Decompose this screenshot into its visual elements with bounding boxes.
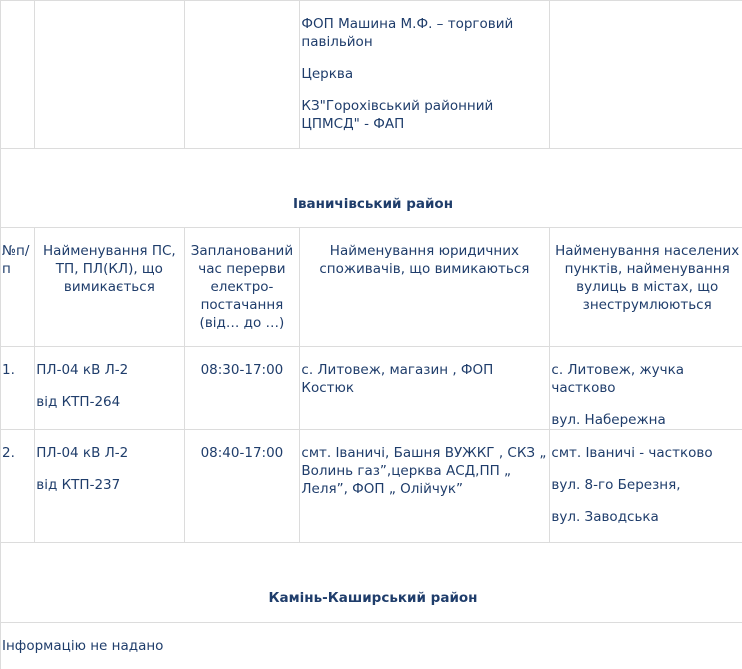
row-consumers-cell: смт. Іваничі, Башня ВУЖКГ , СКЗ „ Волинь газ”,церква АСД,ПП „ Леля”, ФОП „ Олійчук” xyxy=(300,430,550,543)
row-num-cell: 2. xyxy=(1,430,35,543)
table-cell xyxy=(35,1,185,149)
row-consumers-cell: с. Литовеж, магазин , ФОП Костюк xyxy=(300,347,550,430)
note-cell xyxy=(1,623,742,669)
table-cell xyxy=(1,1,35,149)
district-title: Іваничівський район xyxy=(1,149,742,213)
header-cell-time: Запланований час перерви електро-постачання (від… до …) xyxy=(185,228,300,347)
location-item: смт. Іваничі - частково xyxy=(551,444,742,462)
location-item: вул. Набережна xyxy=(551,411,742,429)
location-item: вул. 8-го Березня, xyxy=(551,476,742,494)
district-heading-row xyxy=(1,149,742,228)
row-time-cell: 08:30-17:00 xyxy=(185,347,300,430)
table-row xyxy=(1,347,742,430)
table-cell xyxy=(550,1,742,149)
line-item: від КТП-264 xyxy=(36,393,182,411)
row-line-cell xyxy=(35,430,185,543)
district-heading-row xyxy=(1,543,742,623)
line-item: від КТП-237 xyxy=(36,476,182,494)
row-line-cell xyxy=(35,347,185,430)
row-time-cell: 08:40-17:00 xyxy=(185,430,300,543)
consumers-cell xyxy=(300,1,550,149)
consumer-item: КЗ"Горохівський районний ЦПМСД" - ФАП xyxy=(301,97,547,133)
note-row xyxy=(1,623,742,669)
line-item: ПЛ-04 кВ Л-2 xyxy=(36,444,182,462)
row-locations-cell xyxy=(550,430,742,543)
district-heading-cell xyxy=(1,543,742,623)
line-item: ПЛ-04 кВ Л-2 xyxy=(36,361,182,379)
consumer-item: ФОП Машина М.Ф. – торговий павільйон xyxy=(301,15,547,51)
district-title: Камінь-Каширський район xyxy=(1,543,742,607)
location-item: вул. Заводська xyxy=(551,508,742,526)
table-row xyxy=(1,1,742,149)
consumer-item: Церква xyxy=(301,65,547,83)
header-cell-consumers: Найменування юридичних споживачів, що вимикаються xyxy=(300,228,550,347)
header-cell-num: №п/п xyxy=(1,228,35,347)
table-row xyxy=(1,430,742,543)
row-num-cell: 1. xyxy=(1,347,35,430)
no-info-note: Інформацію не надано xyxy=(1,623,742,655)
header-cell-line: Найменування ПС, ТП, ПЛ(КЛ), що вимикається xyxy=(35,228,185,347)
district-heading-cell xyxy=(1,149,742,228)
header-cell-locations: Найменування населених пунктів, найменування вулиць в містах, що знеструмлюються xyxy=(550,228,742,347)
row-locations-cell xyxy=(550,347,742,430)
location-item: с. Литовеж, жучка частково xyxy=(551,361,742,397)
table-header-row xyxy=(1,228,742,347)
table-cell xyxy=(185,1,300,149)
